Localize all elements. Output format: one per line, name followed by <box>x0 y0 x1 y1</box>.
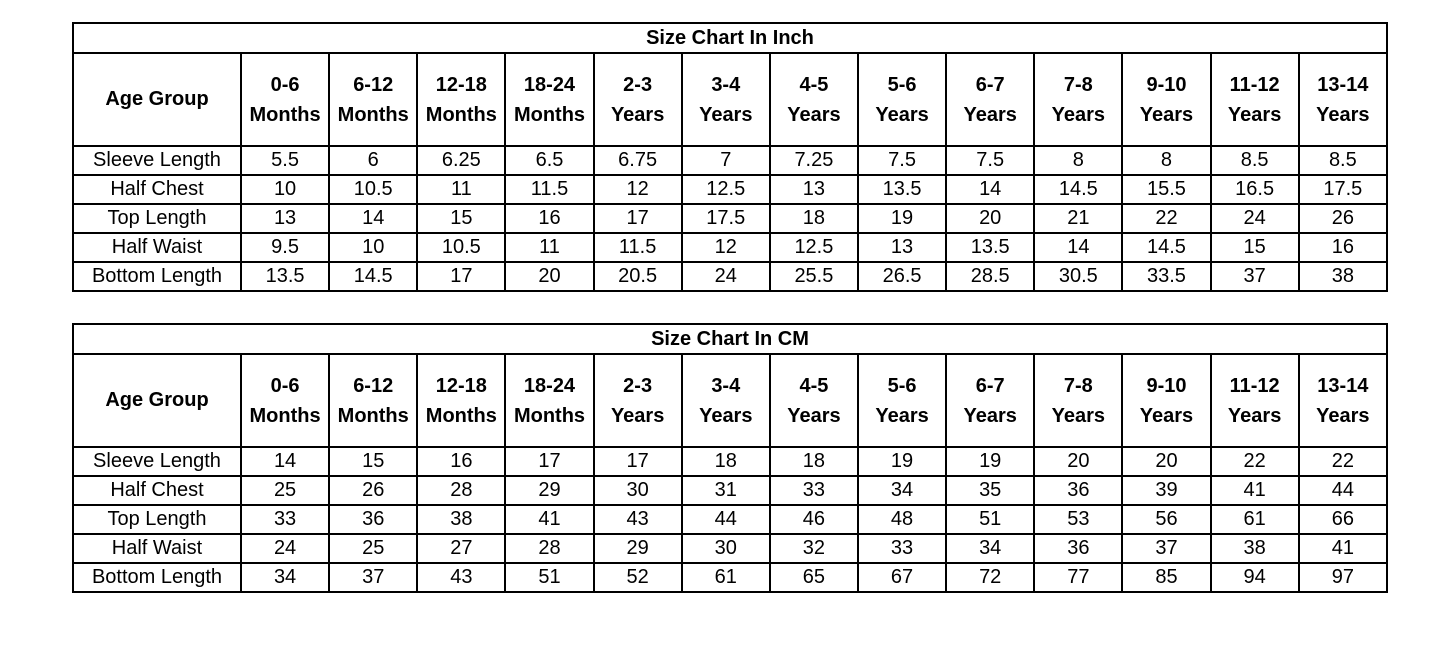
size-value: 44 <box>682 505 770 534</box>
age-group-header <box>682 354 770 447</box>
age-group-range: 6-7 <box>975 73 1005 96</box>
size-value: 38 <box>1299 262 1387 291</box>
age-group-unit: Years <box>699 103 753 126</box>
size-value: 18 <box>770 204 858 233</box>
row-label: Top Length <box>73 204 241 233</box>
age-group-unit: Months <box>337 103 409 126</box>
age-group-header <box>858 53 946 146</box>
size-value: 12 <box>594 175 682 204</box>
size-value: 56 <box>1122 505 1210 534</box>
age-group-header <box>1122 53 1210 146</box>
size-value: 25.5 <box>770 262 858 291</box>
size-value: 13.5 <box>858 175 946 204</box>
table-row <box>73 204 1387 233</box>
age-group-unit: Years <box>610 404 665 427</box>
size-value: 67 <box>858 563 946 592</box>
size-value: 12 <box>682 233 770 262</box>
size-value: 43 <box>594 505 682 534</box>
age-group-header <box>1299 354 1387 447</box>
size-value: 24 <box>1211 204 1299 233</box>
size-value: 51 <box>505 563 593 592</box>
size-value: 77 <box>1034 563 1122 592</box>
age-group-unit: Years <box>1051 404 1106 427</box>
size-value: 21 <box>1034 204 1122 233</box>
age-group-header <box>1034 53 1122 146</box>
age-group-unit: Years <box>699 404 753 427</box>
size-value: 20 <box>1122 447 1210 476</box>
age-group-unit: Years <box>875 404 929 427</box>
size-value: 15 <box>329 447 417 476</box>
table-title: Size Chart In Inch <box>73 23 1387 53</box>
age-group-header <box>505 354 593 447</box>
size-value: 36 <box>329 505 417 534</box>
age-group-range: 5-6 <box>887 374 917 397</box>
size-value: 37 <box>1122 534 1210 563</box>
size-value: 19 <box>858 447 946 476</box>
table-header-row <box>73 53 1387 146</box>
age-group-range: 6-12 <box>353 374 394 397</box>
size-value: 24 <box>682 262 770 291</box>
size-value: 8 <box>1034 146 1122 175</box>
size-value: 10 <box>329 233 417 262</box>
size-value: 14 <box>946 175 1034 204</box>
age-group-unit: Years <box>875 103 929 126</box>
size-value: 18 <box>770 447 858 476</box>
row-label: Half Chest <box>73 175 241 204</box>
size-value: 22 <box>1299 447 1387 476</box>
age-group-header <box>1211 354 1299 447</box>
size-value: 61 <box>1211 505 1299 534</box>
age-group-range: 4-5 <box>799 374 829 397</box>
size-value: 30 <box>682 534 770 563</box>
age-group-unit: Years <box>1227 404 1282 427</box>
size-value: 33.5 <box>1122 262 1210 291</box>
size-value: 14.5 <box>1034 175 1122 204</box>
age-group-unit: Years <box>1316 404 1370 427</box>
age-group-header <box>1299 53 1387 146</box>
size-value: 17 <box>594 447 682 476</box>
age-group-range: 9-10 <box>1146 73 1187 96</box>
row-label: Sleeve Length <box>73 447 241 476</box>
size-value: 18 <box>682 447 770 476</box>
age-group-unit: Months <box>249 404 321 427</box>
size-value: 20 <box>505 262 593 291</box>
size-value: 16 <box>505 204 593 233</box>
age-group-header <box>241 354 329 447</box>
age-group-unit: Years <box>963 103 1017 126</box>
row-label: Half Waist <box>73 233 241 262</box>
size-value: 10.5 <box>329 175 417 204</box>
size-value: 10 <box>241 175 329 204</box>
size-value: 6.5 <box>505 146 593 175</box>
age-group-unit: Years <box>1051 103 1106 126</box>
age-group-range: 0-6 <box>270 374 300 397</box>
size-value: 9.5 <box>241 233 329 262</box>
size-value: 6 <box>329 146 417 175</box>
size-value: 85 <box>1122 563 1210 592</box>
size-value: 51 <box>946 505 1034 534</box>
age-group-unit: Years <box>610 103 665 126</box>
size-value: 32 <box>770 534 858 563</box>
age-group-unit: Months <box>513 404 586 427</box>
size-value: 16 <box>1299 233 1387 262</box>
size-value: 72 <box>946 563 1034 592</box>
age-group-header <box>946 354 1034 447</box>
size-value: 66 <box>1299 505 1387 534</box>
age-group-range: 5-6 <box>887 73 917 96</box>
age-group-header <box>241 53 329 146</box>
size-value: 11 <box>417 175 505 204</box>
size-value: 34 <box>858 476 946 505</box>
size-value: 28.5 <box>946 262 1034 291</box>
size-value: 53 <box>1034 505 1122 534</box>
size-value: 94 <box>1211 563 1299 592</box>
size-value: 29 <box>594 534 682 563</box>
size-value: 7 <box>682 146 770 175</box>
age-group-unit: Years <box>1316 103 1370 126</box>
age-group-range: 9-10 <box>1146 374 1187 397</box>
size-value: 46 <box>770 505 858 534</box>
size-value: 33 <box>858 534 946 563</box>
size-value: 20 <box>1034 447 1122 476</box>
size-value: 36 <box>1034 534 1122 563</box>
age-group-header <box>417 354 505 447</box>
size-table-cm <box>72 323 1388 593</box>
row-label: Bottom Length <box>73 563 241 592</box>
size-value: 27 <box>417 534 505 563</box>
size-value: 13 <box>770 175 858 204</box>
size-value: 38 <box>1211 534 1299 563</box>
age-group-range: 12-18 <box>435 73 487 96</box>
size-value: 28 <box>417 476 505 505</box>
age-group-header <box>329 53 417 146</box>
age-group-range: 3-4 <box>711 374 741 397</box>
size-value: 43 <box>417 563 505 592</box>
age-group-header <box>770 354 858 447</box>
age-group-corner-header: Age Group <box>73 53 241 146</box>
size-value: 25 <box>329 534 417 563</box>
age-group-header <box>594 53 682 146</box>
size-value: 6.25 <box>417 146 505 175</box>
age-group-unit: Months <box>337 404 409 427</box>
size-value: 10.5 <box>417 233 505 262</box>
size-value: 31 <box>682 476 770 505</box>
age-group-unit: Months <box>513 103 586 126</box>
age-group-range: 13-14 <box>1317 374 1369 397</box>
size-value: 17.5 <box>1299 175 1387 204</box>
size-value: 13.5 <box>946 233 1034 262</box>
size-value: 26 <box>329 476 417 505</box>
age-group-range: 2-3 <box>623 374 653 397</box>
size-value: 48 <box>858 505 946 534</box>
age-group-header <box>594 354 682 447</box>
size-value: 12.5 <box>770 233 858 262</box>
size-value: 33 <box>241 505 329 534</box>
size-value: 14 <box>329 204 417 233</box>
size-value: 41 <box>505 505 593 534</box>
size-value: 17.5 <box>682 204 770 233</box>
table-row <box>73 175 1387 204</box>
age-group-unit: Years <box>1139 103 1194 126</box>
table-row <box>73 233 1387 262</box>
size-value: 16.5 <box>1211 175 1299 204</box>
age-group-header <box>858 354 946 447</box>
size-value: 11.5 <box>505 175 593 204</box>
size-value: 14 <box>1034 233 1122 262</box>
size-value: 8.5 <box>1299 146 1387 175</box>
size-value: 34 <box>946 534 1034 563</box>
table-header-row <box>73 354 1387 447</box>
size-value: 29 <box>505 476 593 505</box>
size-value: 37 <box>329 563 417 592</box>
size-value: 28 <box>505 534 593 563</box>
size-value: 38 <box>417 505 505 534</box>
size-value: 26 <box>1299 204 1387 233</box>
row-label: Sleeve Length <box>73 146 241 175</box>
size-value: 30 <box>594 476 682 505</box>
size-value: 11 <box>505 233 593 262</box>
size-value: 61 <box>682 563 770 592</box>
table-title-row <box>73 324 1387 354</box>
size-value: 17 <box>594 204 682 233</box>
size-value: 22 <box>1211 447 1299 476</box>
age-group-range: 18-24 <box>523 73 576 96</box>
table-row <box>73 146 1387 175</box>
row-label: Top Length <box>73 505 241 534</box>
age-group-header <box>1211 53 1299 146</box>
age-group-range: 0-6 <box>270 73 300 96</box>
size-table-inch <box>72 22 1388 292</box>
size-value: 16 <box>417 447 505 476</box>
size-value: 33 <box>770 476 858 505</box>
size-value: 24 <box>241 534 329 563</box>
size-value: 34 <box>241 563 329 592</box>
age-group-header <box>682 53 770 146</box>
age-group-corner-header: Age Group <box>73 354 241 447</box>
age-group-range: 3-4 <box>711 73 741 96</box>
size-value: 13 <box>241 204 329 233</box>
size-value: 7.5 <box>946 146 1034 175</box>
size-value: 14.5 <box>329 262 417 291</box>
age-group-range: 18-24 <box>523 374 576 397</box>
size-value: 65 <box>770 563 858 592</box>
size-value: 13 <box>858 233 946 262</box>
age-group-header <box>1034 354 1122 447</box>
table-row <box>73 534 1387 563</box>
table-title: Size Chart In CM <box>73 324 1387 354</box>
size-value: 13.5 <box>241 262 329 291</box>
age-group-range: 11-12 <box>1229 374 1280 397</box>
age-group-range: 6-12 <box>353 73 394 96</box>
age-group-header <box>946 53 1034 146</box>
size-value: 20 <box>946 204 1034 233</box>
age-group-range: 12-18 <box>435 374 487 397</box>
age-group-range: 2-3 <box>623 73 653 96</box>
size-value: 15 <box>417 204 505 233</box>
table-row <box>73 262 1387 291</box>
size-value: 14 <box>241 447 329 476</box>
size-value: 17 <box>505 447 593 476</box>
age-group-header <box>1122 354 1210 447</box>
size-value: 15.5 <box>1122 175 1210 204</box>
size-value: 6.75 <box>594 146 682 175</box>
age-group-unit: Months <box>425 404 497 427</box>
size-value: 52 <box>594 563 682 592</box>
age-group-unit: Years <box>1227 103 1282 126</box>
age-group-header <box>329 354 417 447</box>
size-value: 25 <box>241 476 329 505</box>
size-value: 39 <box>1122 476 1210 505</box>
size-value: 8 <box>1122 146 1210 175</box>
table-row <box>73 476 1387 505</box>
size-value: 17 <box>417 262 505 291</box>
row-label: Half Waist <box>73 534 241 563</box>
age-group-unit: Years <box>1139 404 1194 427</box>
size-value: 15 <box>1211 233 1299 262</box>
size-value: 11.5 <box>594 233 682 262</box>
age-group-header <box>505 53 593 146</box>
size-value: 7.25 <box>770 146 858 175</box>
size-value: 41 <box>1299 534 1387 563</box>
age-group-range: 13-14 <box>1317 73 1369 96</box>
age-group-range: 6-7 <box>975 374 1005 397</box>
table-row <box>73 505 1387 534</box>
size-value: 19 <box>858 204 946 233</box>
size-value: 97 <box>1299 563 1387 592</box>
size-value: 7.5 <box>858 146 946 175</box>
row-label: Bottom Length <box>73 262 241 291</box>
table-row <box>73 563 1387 592</box>
size-value: 36 <box>1034 476 1122 505</box>
size-value: 37 <box>1211 262 1299 291</box>
size-value: 14.5 <box>1122 233 1210 262</box>
age-group-range: 11-12 <box>1229 73 1280 96</box>
table-row <box>73 447 1387 476</box>
age-group-range: 7-8 <box>1063 73 1093 96</box>
age-group-header <box>417 53 505 146</box>
size-value: 19 <box>946 447 1034 476</box>
age-group-unit: Years <box>787 103 841 126</box>
size-value: 22 <box>1122 204 1210 233</box>
size-value: 30.5 <box>1034 262 1122 291</box>
size-value: 26.5 <box>858 262 946 291</box>
table-title-row <box>73 23 1387 53</box>
age-group-range: 4-5 <box>799 73 829 96</box>
size-value: 8.5 <box>1211 146 1299 175</box>
age-group-unit: Years <box>787 404 841 427</box>
size-value: 5.5 <box>241 146 329 175</box>
age-group-header <box>770 53 858 146</box>
age-group-unit: Months <box>425 103 497 126</box>
size-value: 20.5 <box>594 262 682 291</box>
size-value: 44 <box>1299 476 1387 505</box>
row-label: Half Chest <box>73 476 241 505</box>
size-value: 41 <box>1211 476 1299 505</box>
size-value: 12.5 <box>682 175 770 204</box>
age-group-unit: Years <box>963 404 1017 427</box>
age-group-unit: Months <box>249 103 321 126</box>
size-value: 35 <box>946 476 1034 505</box>
age-group-range: 7-8 <box>1063 374 1093 397</box>
